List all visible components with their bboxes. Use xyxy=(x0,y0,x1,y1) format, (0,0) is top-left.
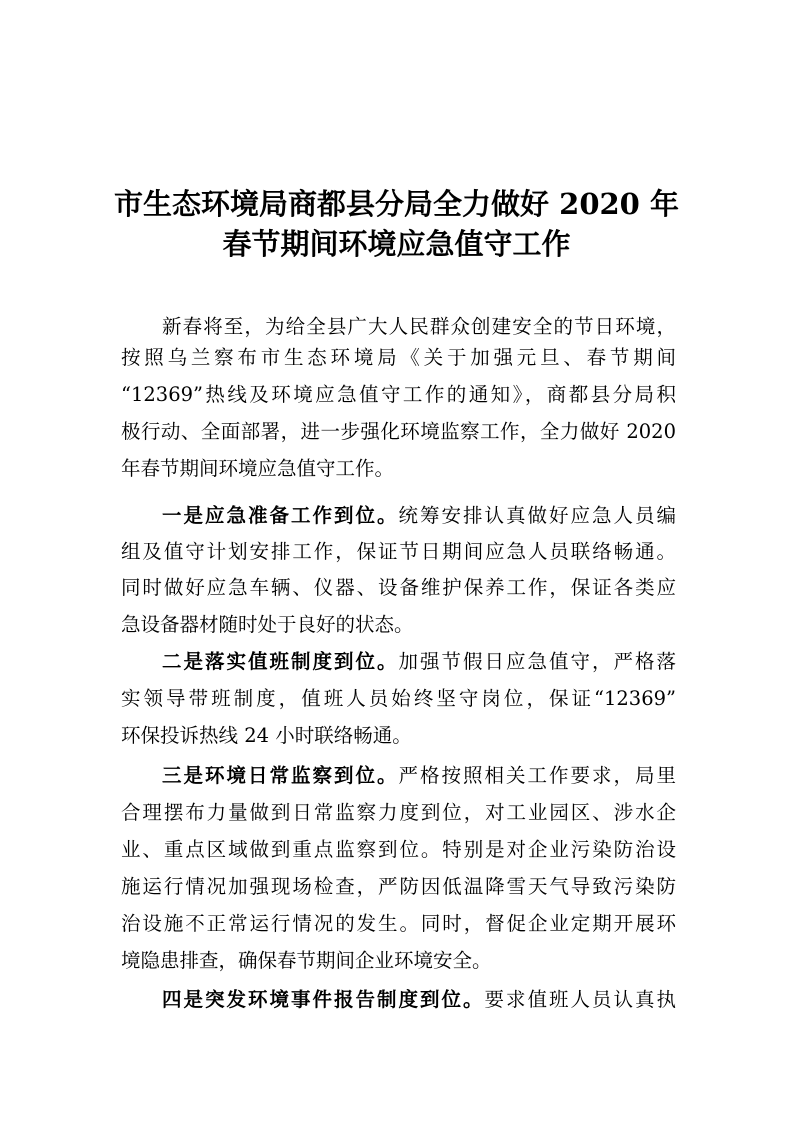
paragraph-line: 境隐患排查，确保春节期间企业环境安全。 xyxy=(121,949,492,972)
paragraph-line: 急设备器材随时处于良好的状态。 xyxy=(121,613,414,636)
paragraph-line: “12369”热线及环境应急值守工作的通知》，商都县分局积 xyxy=(121,383,676,406)
paragraph-line: 组及值守计划安排工作，保证节日期间应急人员联络畅通。 xyxy=(121,540,676,563)
paragraph-lead: 三是环境日常监察到位。 xyxy=(162,764,399,787)
title-line-2: 春节期间环境应急值守工作 xyxy=(222,227,571,261)
title-line-1: 市生态环境局商都县分局全力做好 2020 年 xyxy=(114,187,679,221)
paragraph-text: 统筹安排认真做好应急人员编 xyxy=(398,504,676,527)
paragraph-line: 年春节期间环境应急值守工作。 xyxy=(121,457,395,480)
paragraph-line: 业、重点区域做到重点监察到位。特别是对企业污染防治设 xyxy=(121,838,676,861)
paragraph-text: 加强节假日应急值守，严格落 xyxy=(398,650,676,673)
paragraph-lead: 一是应急准备工作到位。 xyxy=(162,504,399,527)
paragraph-line: 治设施不正常运行情况的发生。同时，督促企业定期开展环 xyxy=(121,912,676,935)
paragraph-line: 环保投诉热线 24 小时联络畅通。 xyxy=(121,724,412,747)
paragraph-line: 合理摆布力量做到日常监察力度到位，对工业园区、涉水企 xyxy=(121,801,676,824)
paragraph-line: 按照乌兰察布市生态环境局《关于加强元旦、春节期间 xyxy=(121,346,676,369)
paragraph-line: 施运行情况加强现场检查，严防因低温降雪天气导致污染防 xyxy=(121,875,676,898)
paragraph-lead: 二是落实值班制度到位。 xyxy=(162,650,399,673)
paragraph-first-line xyxy=(162,985,676,1015)
paragraph-lead: 四是突发环境事件报告制度到位。 xyxy=(162,988,485,1011)
paragraph-first-line xyxy=(162,647,676,677)
paragraph-text: 要求值班人员认真执 xyxy=(484,988,676,1011)
paragraph-line: 同时做好应急车辆、仪器、设备维护保养工作，保证各类应 xyxy=(121,576,676,599)
paragraph-first-line xyxy=(162,761,676,791)
paragraph-line: 极行动、全面部署，进一步强化环境监察工作，全力做好 2020 xyxy=(121,420,676,443)
paragraph-line: 新春将至，为给全县广大人民群众创建安全的节日环境， xyxy=(162,315,676,338)
paragraph-line: 实领导带班制度，值班人员始终坚守岗位，保证“12369” xyxy=(121,687,676,710)
paragraph-first-line xyxy=(162,501,676,531)
paragraph-text: 严格按照相关工作要求，局里 xyxy=(398,764,676,787)
